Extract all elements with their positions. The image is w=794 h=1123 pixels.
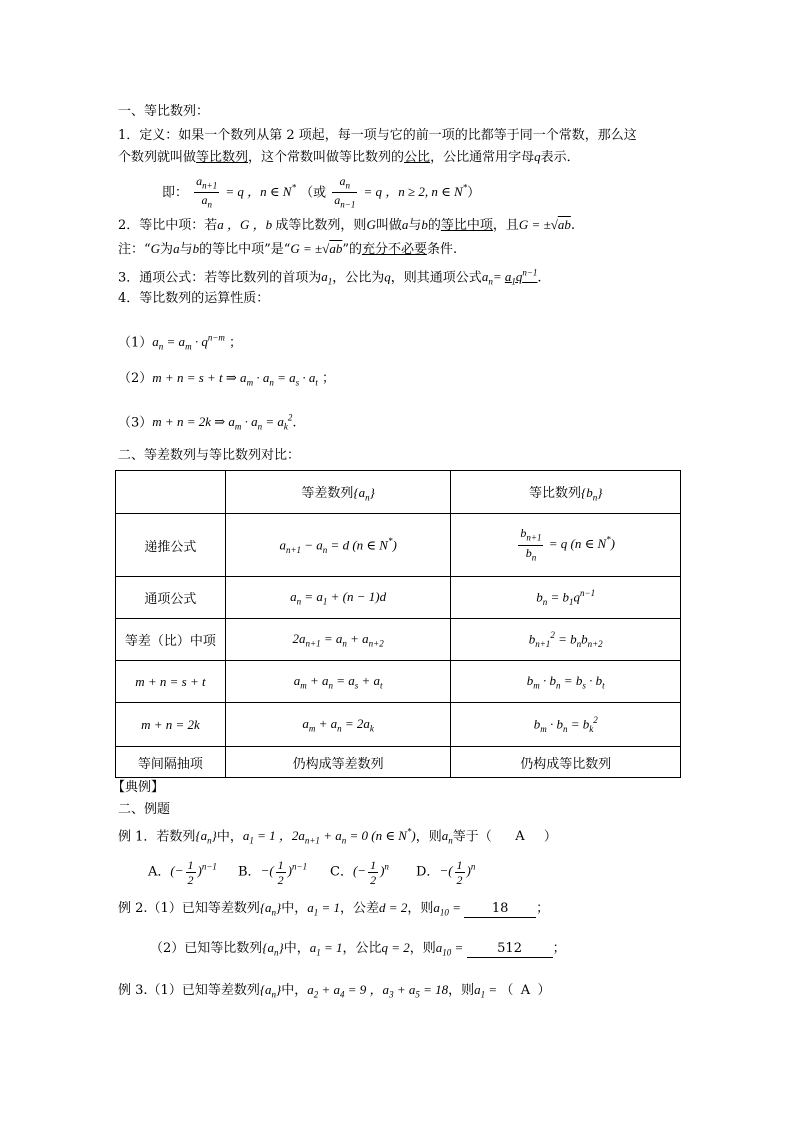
text: ”的 [342,242,362,257]
comparison-table [115,470,681,778]
text: ，则 [415,829,442,845]
table-header-arith: 等差数列$\{a_n\}$ [225,471,451,514]
formula: G [366,217,376,232]
term-geometric-sequence: 等比数列 [196,150,249,165]
formula: d = 2 [379,900,408,915]
formula: b [421,217,428,232]
formula: $a_n= a_1q^{n-1}$ [481,268,538,287]
row-label: 通项公式 [116,577,226,619]
table-cell: $b_{n+1}^2 = b_nb_{n+2}$ [451,619,681,661]
text: 成等比数列，则 [275,218,367,233]
table-row [116,661,681,703]
formula: $a_1$ [321,269,333,287]
fraction-an-an-1: $\frac{a_n}{a_{n-1}}$ [334,173,356,210]
formula: = q ，n ≥ 2, n ∈ N* [363,183,468,200]
text: ，则其通项公式 [390,270,482,286]
text: ，公差 [340,901,380,916]
text: ，公比 [342,941,382,956]
text: ； [552,941,566,956]
table-cell: $2a_{n+1} = a_n + a_{n+2}$ [225,619,451,661]
formula: $a_2 + a_4 = 9$ ，$a_3 + a_5 = 18$ [307,982,449,1000]
geometric-mean-line: 2．等比中项：若a ，G ，b 成等比数列，则G叫做a与b的等比中项，且G = ±√ab. [118,217,575,233]
table-cell: 仍构成等比数列 [451,747,681,778]
table-cell: $a_m + a_n = 2a_k$ [225,703,451,747]
answer-blank-ex2-2: 512 [467,941,553,958]
term-common-ratio: 公比 [404,150,431,165]
formula: G [150,241,161,256]
text: 的等比中项”是“ [199,242,291,257]
fraction-an1-an: $\frac{a_{n+1}}{a_n}$ [196,173,218,210]
formula: $\{a_n\}$ [259,982,282,1000]
formula: b [192,241,200,256]
var-q: q [534,149,541,164]
table-cell: $b_n = b_1q^{n-1}$ [451,577,681,619]
example-2-2 [150,940,566,961]
example-1 [118,824,557,849]
label: （3） [118,415,153,431]
formula: q = 2 [381,940,410,955]
text: 叫做 [375,218,402,233]
table-cell: $a_{n+1} - a_n = d$ (n ∈ N*) [225,514,451,577]
text: ，则 [448,983,475,998]
text: 中， [281,901,308,916]
typical-examples-heading: 【典例】 [112,780,165,795]
formula: G = ±√ab [290,241,343,256]
examples-heading: 二、例题 [118,802,171,817]
formula: $\{a_n\}$ [262,940,284,958]
text: 中， [283,941,310,956]
note-line [118,241,457,258]
text: ，公比为 [332,270,385,286]
formula: $a_1 = 1$ ，$2a_{n+1} + a_n = 0$ (n ∈ N*) [242,827,416,846]
answer-ex3: A [520,983,531,998]
formula: = q ，n ∈ N* [225,183,296,200]
text: 中， [281,983,308,998]
text: ，公比通常用字母 [430,150,535,165]
label: 例 2. [118,901,148,916]
text: （2）已知等比数列 [150,941,263,956]
table-row [116,703,681,747]
option-d: D．−( $\frac{1}{2}$ )$^n$ [416,858,476,887]
section2-heading: 二、等差数列与等比数列对比： [118,448,301,463]
table-row [116,577,681,619]
text: 与 [179,242,193,257]
text: 例 1．若数列 [118,829,196,845]
formula: q [384,269,391,285]
label: （2） [118,371,153,386]
text: ，这个常数叫做等比数列的 [248,150,405,165]
property-1: $(1)a_n = a_m \cdot q^{n-m}$ ； [118,333,243,352]
table-row [116,514,681,577]
row-label: m + n = 2k [116,703,226,747]
general-term-line: 3．通项公式：若等比数列的首项为$a_1$，公比为q，则其通项公式$a_n= a_1q^{n-1}$. [118,268,542,287]
table-cell [116,471,226,514]
formula: $a_1 = 1$ [309,940,343,958]
term-sufficient-not-necessary: 充分不必要 [361,242,427,257]
table-cell: $b_m \cdot b_n = b_s \cdot b_t$ [451,661,681,703]
formula: a [173,241,180,256]
formula: $a_{10}$ = [433,900,465,918]
formula: $a_n$ [441,828,453,846]
text: （ [500,983,514,998]
row-label: 等间隔抽项 [116,747,226,778]
formula: $a_1$ = [474,982,501,1000]
row-label: m + n = s + t [116,661,226,703]
row-label: 等差（比）中项 [116,619,226,661]
text: （或 [300,185,327,201]
definition-line-2 [118,149,580,166]
text: 个数列就叫做 [118,150,197,165]
table-header-geo: 等比数列$\{b_n\}$ [451,471,681,514]
option-c: C．(− $\frac{1}{2}$ )$^n$ [330,858,389,887]
text: ） [467,185,481,201]
table-cell: $a_m + a_n = a_s + a_t$ [225,661,451,703]
example-3 [118,982,550,1003]
formula: a ，G ，b [217,217,276,232]
table-row [116,471,681,514]
answer-ex1: A [515,829,525,845]
definition-line-1: 1．定义：如果一个数列从第 2 项起，每一项与它的前一项的比都等于同一个常数，那么这 [118,128,637,143]
text: 3．通项公式：若等比数列的首项为 [118,270,322,286]
formula: $\{a_n\}$ [195,828,217,846]
option-b: B．−( $\frac{1}{2}$ )$^{n-1}$ [238,858,308,887]
text: ，且 [492,218,519,233]
table-cell: $a_n = a_1 + (n - 1)d$ [225,577,451,619]
property-3: （3）m + n = 2k ⇒ $a_m \cdot a_n = a_k^2$. [118,413,297,432]
text: 条件. [426,242,458,257]
formula: a [401,217,409,232]
table-row [116,747,681,778]
example-2-1 [118,900,549,921]
properties-heading: 4．等比数列的运算性质： [118,291,270,306]
formula: G = ±√ab [518,217,571,232]
row-label: 递推公式 [116,514,226,577]
text: （1）已知等差数列 [147,901,260,916]
text: 即： [162,185,189,201]
label: 例 3. [118,983,148,998]
text: 等于（ [452,829,492,845]
definition-formula [162,168,480,213]
label: （1） [118,335,153,351]
text: 注：“ [118,242,151,257]
text: 2．等比中项：若 [118,218,218,233]
text: （1）已知等差数列 [147,983,260,998]
option-a: A．(− $\frac{1}{2}$ )$^{n-1}$ [148,858,217,887]
formula: $\{a_n\}$ [259,900,282,918]
term-geometric-mean: 等比中项 [440,218,493,233]
text: ，则 [409,941,436,956]
text: ； [536,901,550,916]
text: ） [543,829,557,845]
text: 中， [216,829,243,845]
text: ，则 [407,901,434,916]
formula: $a_n = a_m \cdot q^{n-m}$ [152,333,225,352]
answer-blank-ex2-1: 18 [464,901,536,918]
section1-heading: 一、等比数列： [118,104,210,119]
formula: m + n = 2k ⇒ $a_m \cdot a_n = a_k^2$ [152,413,293,432]
formula: $a_{10}$ = [435,940,467,958]
text: 表示． [540,150,580,165]
table-cell: 仍构成等差数列 [225,747,451,778]
table-cell: $\frac{b_{n+1}}{b_n}$ = q (n ∈ N*) [451,514,681,577]
table-row [116,619,681,661]
formula: $a_1 = 1$ [307,900,341,918]
property-2: （2）m + n = s + t ⇒ $a_m \cdot a_n = a_s \cdot a_t$ ； [118,370,336,388]
text: ） [537,983,551,998]
formula: m + n = s + t ⇒ $a_m \cdot a_n = a_s \cdot a_t$ [152,370,318,388]
table-cell: $b_m \cdot b_n = b_k^2$ [451,703,681,747]
text: 为 [160,242,174,257]
